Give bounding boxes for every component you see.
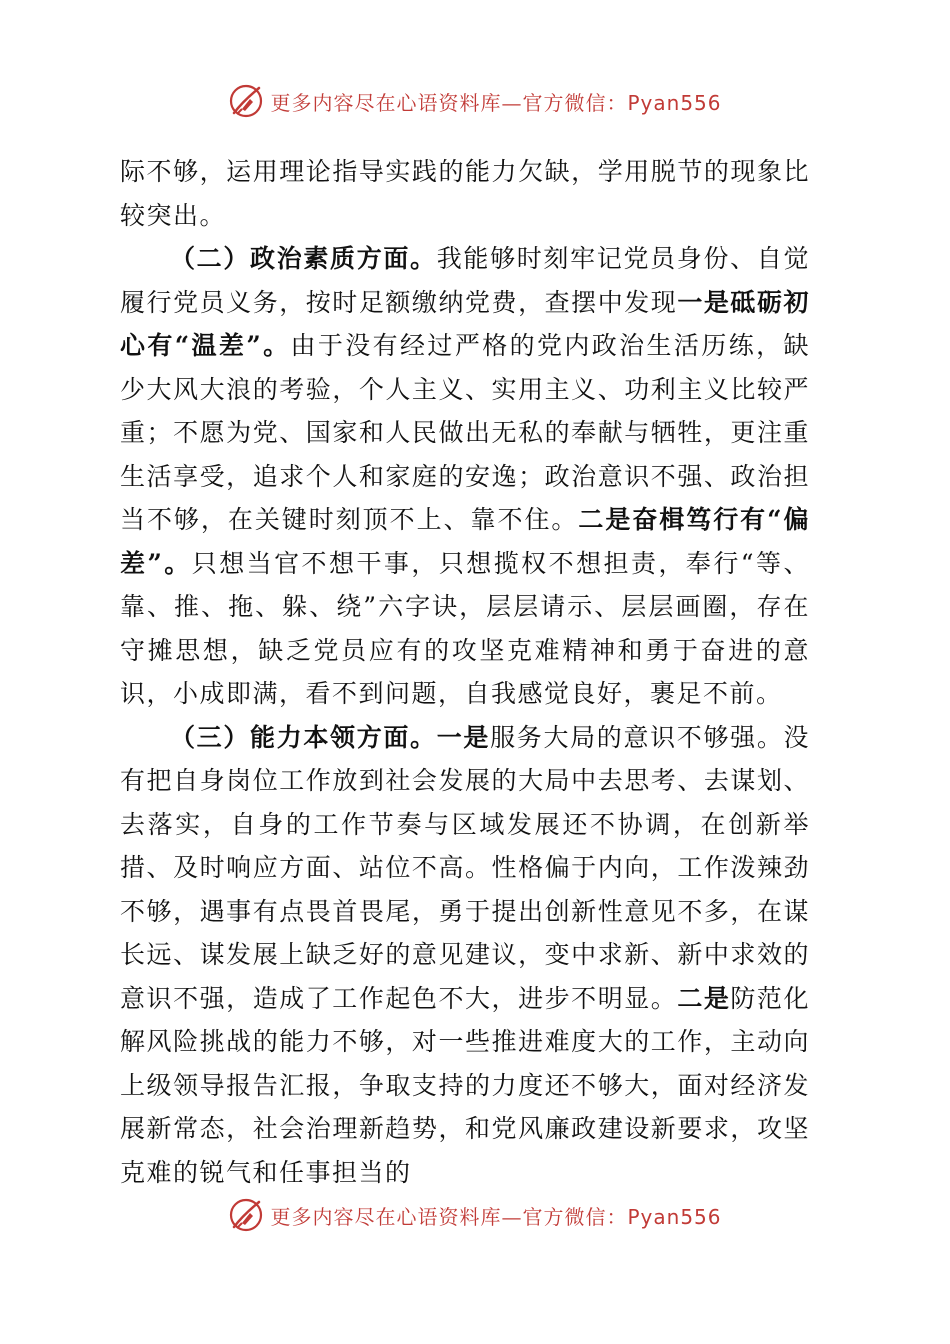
- pen-logo-icon: [228, 1197, 264, 1233]
- document-body: [120, 150, 810, 1194]
- text-segment: 我能够时刻牢记党员身份、自觉履行党员义务，按时足额缴纳党费，查摆中发现: [120, 244, 810, 317]
- text-segment: 际不够，运用理论指导实践的能力欠缺，学用脱节的现象比较突出。: [120, 157, 810, 230]
- watermark-prefix: 更多内容尽在心语资料库: [270, 1204, 502, 1229]
- paragraph-ability: [120, 716, 810, 1195]
- pen-logo-icon: [228, 83, 264, 119]
- watermark-wechat-id: Pyan556: [627, 1204, 722, 1229]
- watermark-wechat-label: 官方微信：: [522, 1204, 628, 1229]
- footer-watermark: [0, 1190, 950, 1240]
- paragraph-political-quality: [120, 237, 810, 716]
- watermark-prefix: 更多内容尽在心语资料库: [270, 90, 502, 115]
- text-segment: 防范化解风险挑战的能力不够，对一些推进难度大的工作，主动向上级领导报告汇报，争取支持的力度还不够大，面对经济发展新常态，社会治理新趋势，和党风廉政建设新要求，攻坚克难的锐气和任事担当的: [120, 983, 810, 1187]
- watermark-text: [270, 1201, 721, 1230]
- point-heading-1: 一是: [436, 722, 491, 752]
- watermark-text: [270, 87, 721, 116]
- paragraph-continuation: [120, 150, 810, 237]
- section-heading-political: （二）政治素质方面。: [170, 244, 437, 273]
- header-watermark: [0, 76, 950, 126]
- text-segment: 服务大局的意识不够强。没有把自身岗位工作放到社会发展的大局中去思考、去谋划、去落实，自身的工作节奏与区域发展还不协调，在创新举措、及时响应方面、站位不高。性格偏于内向，工作泼辣劲不够，遇事有点畏首畏尾，勇于提出创新性意见不多，在谋长远、谋发展上缺乏好的意见建议，变中求新、新中求效的意识不强，造成了工作起色不大，进步不明显。: [120, 722, 810, 1013]
- point-heading-2: 二是奋楫笃行有“偏差”。: [120, 505, 810, 578]
- section-heading-ability: （三）能力本领方面。: [170, 722, 437, 752]
- watermark-wechat-label: 官方微信：: [522, 90, 628, 115]
- point-heading-1: 一是砥砺初心有“温差”。: [120, 287, 810, 360]
- text-segment: 由于没有经过严格的党内政治生活历练，缺少大风大浪的考验，个人主义、实用主义、功利主义比较严重；不愿为党、国家和人民做出无私的奉献与牺牲，更注重生活享受，追求个人和家庭的安逸；政治意识不强、政治担当不够，在关键时刻顶不上、靠不住。: [120, 331, 810, 534]
- watermark-wechat-id: Pyan556: [627, 90, 722, 115]
- watermark-dash: —: [501, 1204, 523, 1229]
- point-heading-2: 二是: [677, 983, 731, 1013]
- text-segment: 只想当官不想干事，只想揽权不想担责，奉行“等、靠、推、拖、躲、绕”六字诀，层层请示、层层画圈，存在守摊思想，缺乏党员应有的攻坚克难精神和勇于奋进的意识，小成即满，看不到问题，自我感觉良好，裹足不前。: [120, 548, 810, 708]
- watermark-dash: —: [501, 90, 523, 115]
